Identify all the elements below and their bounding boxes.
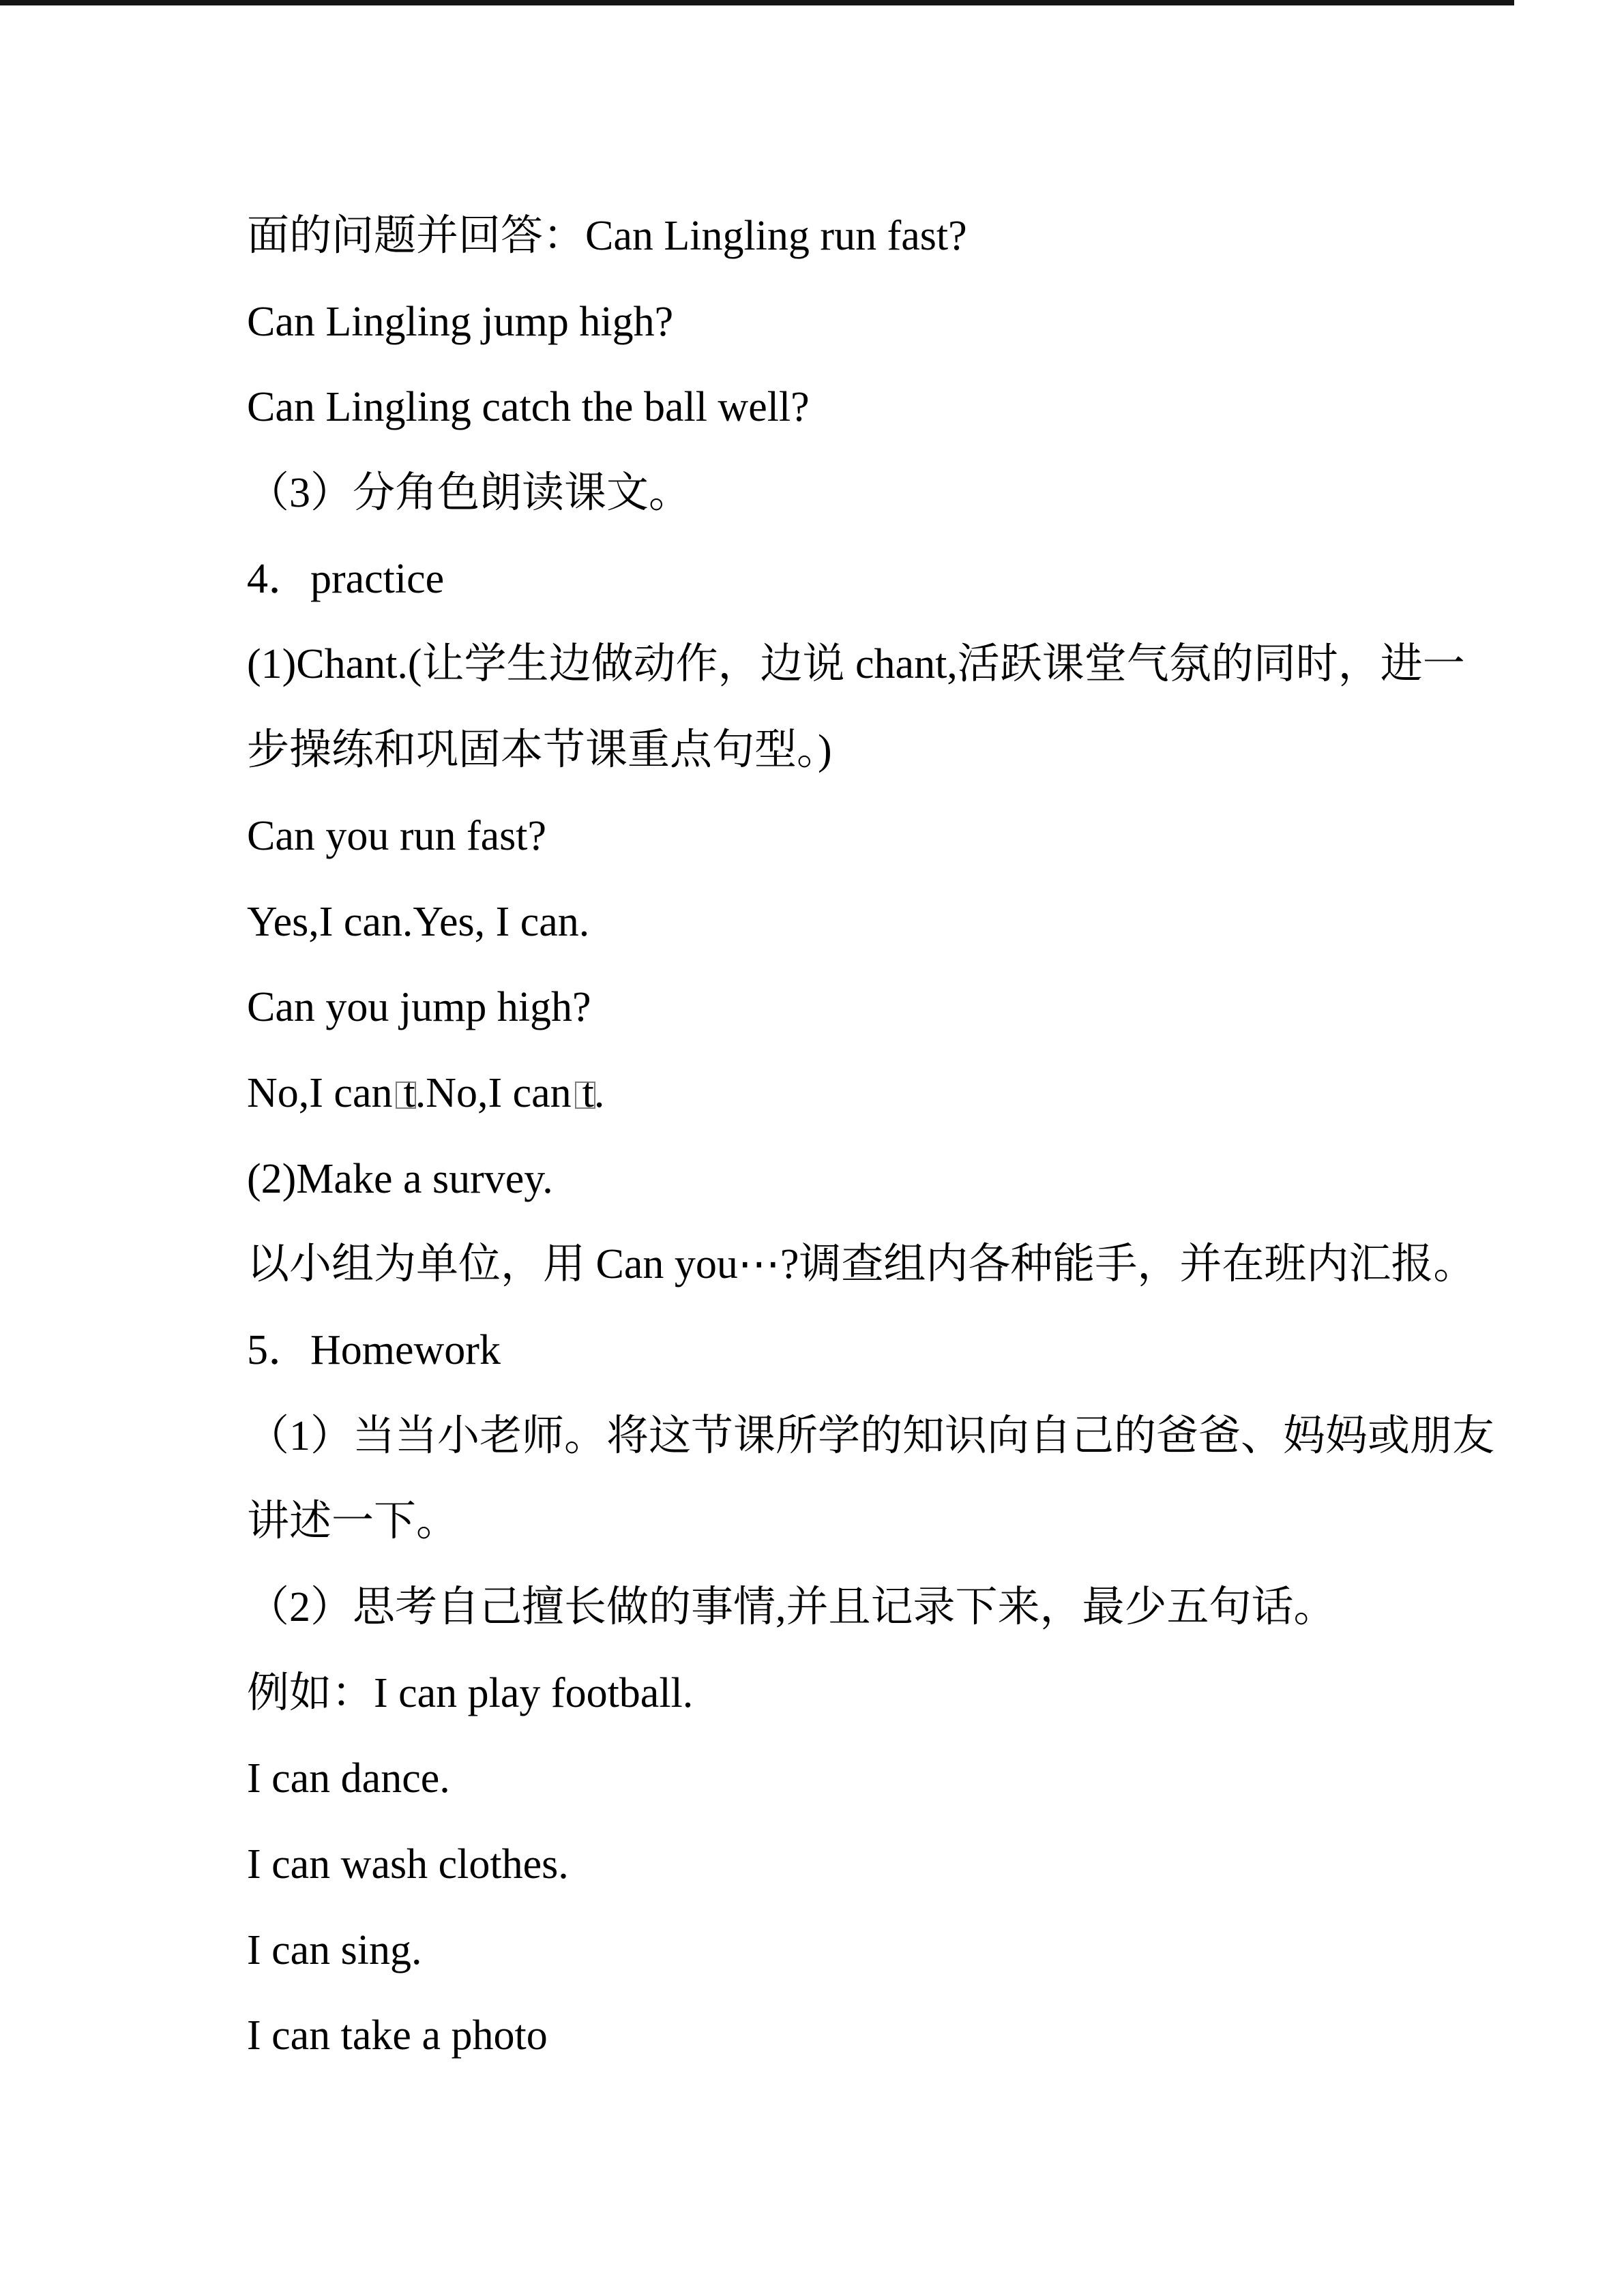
paragraph: Yes,I can.Yes, I can. <box>247 898 590 945</box>
text-segment: No,I can <box>247 1069 393 1116</box>
paragraph: I can take a photo <box>247 2012 548 2059</box>
paragraph: Can Lingling catch the ball well? <box>247 384 810 431</box>
paragraph: Can you jump high? <box>247 984 591 1031</box>
paragraph: 以小组为单位，用 Can you⋯?调查组内各种能手，并在班内汇报。 <box>247 1241 1476 1288</box>
paragraph: （3）分角色朗读课文。 <box>247 470 692 517</box>
paragraph <box>247 1051 1494 1137</box>
paragraph: 5．Homework <box>247 1326 501 1373</box>
paragraph: I can wash clothes. <box>247 1841 569 1888</box>
paragraph: (1)Chant.(让学生边做动作，边说 chant,活跃课堂气氛的同时，进一 <box>247 641 1465 688</box>
paragraph: 步操练和巩固本节课重点句型。) <box>247 727 832 774</box>
paragraph: （2）思考自己擅长做的事情,并且记录下来，最少五句话。 <box>247 1584 1336 1630</box>
text-segment: t. <box>582 1069 605 1116</box>
paragraph: 面的问题并回答：Can Lingling run fast? <box>247 213 967 259</box>
document-body <box>247 194 1494 2079</box>
paragraph: I can sing. <box>247 1926 422 1973</box>
paragraph: 讲述一下。 <box>247 1498 459 1545</box>
paragraph: Can Lingling jump high? <box>247 298 674 345</box>
paragraph: 例如：I can play football. <box>247 1669 694 1716</box>
page-top-border <box>0 0 1514 5</box>
paragraph: (2)Make a survey. <box>247 1155 553 1202</box>
paragraph: 4．practice <box>247 555 445 602</box>
text-segment: t.No,I can <box>403 1069 572 1116</box>
paragraph: I can dance. <box>247 1755 450 1802</box>
paragraph: （1）当当小老师。将这节课所学的知识向自己的爸爸、妈妈或朋友 <box>247 1412 1495 1459</box>
paragraph: Can you run fast? <box>247 812 547 859</box>
